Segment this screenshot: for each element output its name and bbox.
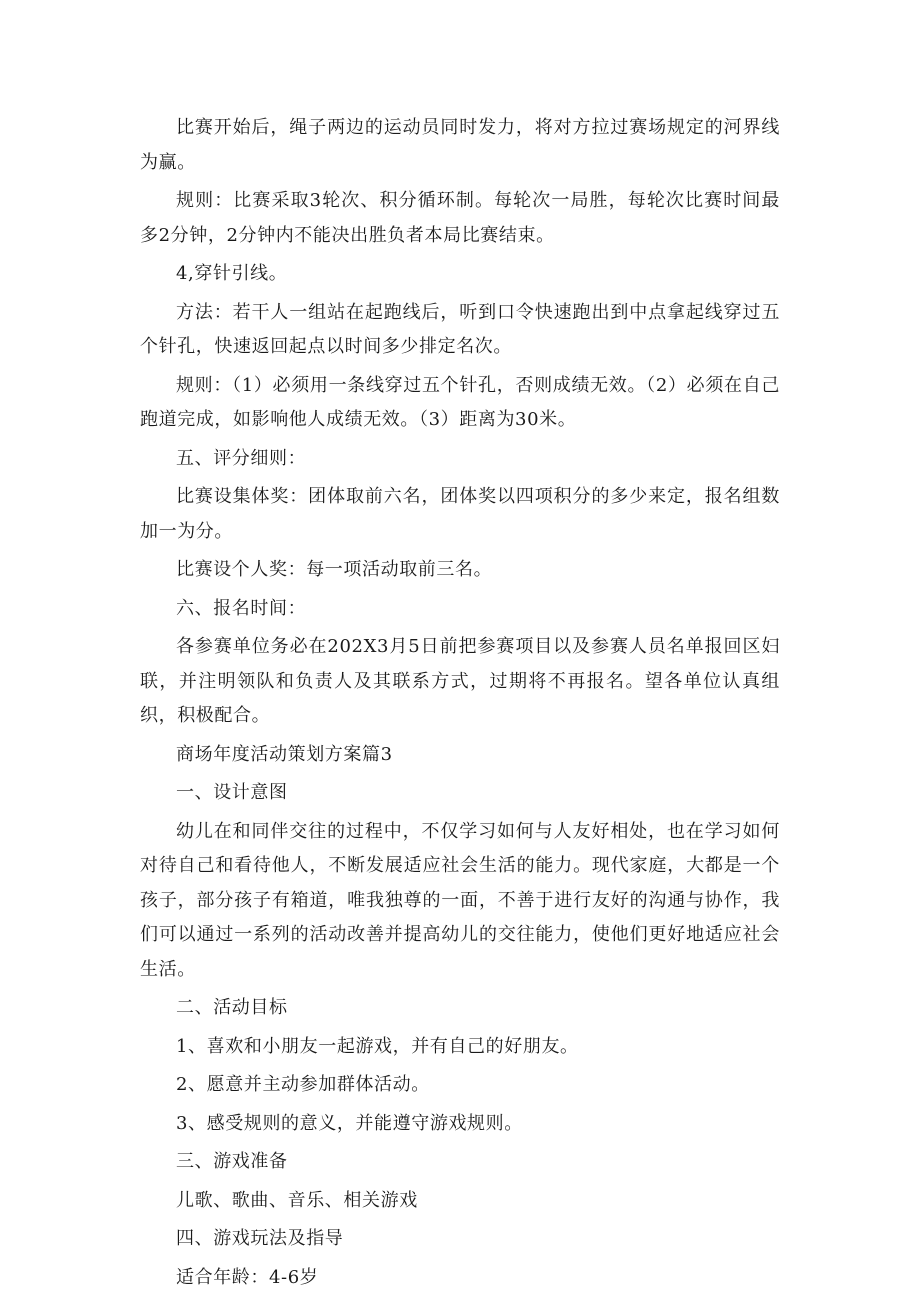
paragraph-tug-of-war-scoring: 规则：比赛采取3轮次、积分循环制。每轮次一局胜，每轮次比赛时间最多2分钟，2分钟内不能决出胜负者本局比赛结束。 <box>140 190 780 246</box>
paragraph-design-intent: 幼儿在和同伴交往的过程中，不仅学习如何与人友好相处，也在学习如何对待自己和看待他人，不断发展适应社会生活的能力。现代家庭，大都是一个孩子，部分孩子有箱道，唯我独尊的一面，不善于进行友好的沟通与协作，我们可以通过一系列的活动改善并提高幼儿的交往能力，使他们更好地适应社会生活。 <box>140 820 780 980</box>
document-body <box>140 111 780 1299</box>
heading-plan-part-3: 商场年度活动策划方案篇3 <box>176 743 393 765</box>
paragraph-tug-of-war-rule: 比赛开始后，绳子两边的运动员同时发力，将对方拉过赛场规定的河界线为赢。 <box>140 117 780 173</box>
heading-threading-needle: 4,穿针引线。 <box>176 263 288 284</box>
list-item-goal-3: 3、感受规则的意义，并能遵守游戏规则。 <box>176 1112 523 1134</box>
paragraph-team-award: 比赛设集体奖：团体取前六名，团体奖以四项积分的多少来定，报名组数加一为分。 <box>140 486 780 542</box>
heading-design-intent: 一、设计意图 <box>176 782 288 803</box>
paragraph-game-preparation: 儿歌、歌曲、音乐、相关游戏 <box>176 1189 418 1211</box>
heading-scoring-details: 五、评分细则： <box>176 447 307 469</box>
heading-game-preparation: 三、游戏准备 <box>176 1151 288 1172</box>
heading-registration-time: 六、报名时间： <box>176 597 307 619</box>
heading-game-guide: 四、游戏玩法及指导 <box>176 1228 344 1249</box>
paragraph-registration-detail: 各参赛单位务必在202X3月5日前把参赛项目以及参赛人员名单报回区妇联，并注明领队和负责人及其联系方式，过期将不再报名。望各单位认真组织，积极配合。 <box>140 636 780 726</box>
paragraph-threading-method: 方法：若干人一组站在起跑线后，听到口令快速跑出到中点拿起线穿过五个针孔，快速返回起点以时间多少排定名次。 <box>140 301 780 357</box>
list-item-goal-2: 2、愿意并主动参加群体活动。 <box>176 1074 430 1095</box>
paragraph-threading-rules: 规则：（1）必须用一条线穿过五个针孔，否则成绩无效。（2）必须在自己跑道完成，如影响他人成绩无效。（3）距离为30米。 <box>140 374 780 430</box>
paragraph-suitable-age: 适合年龄：4-6岁 <box>176 1266 319 1288</box>
heading-activity-goals: 二、活动目标 <box>176 997 288 1018</box>
list-item-goal-1: 1、喜欢和小朋友一起游戏，并有自己的好朋友。 <box>176 1035 579 1057</box>
paragraph-individual-award: 比赛设个人奖：每一项活动取前三名。 <box>176 559 493 580</box>
